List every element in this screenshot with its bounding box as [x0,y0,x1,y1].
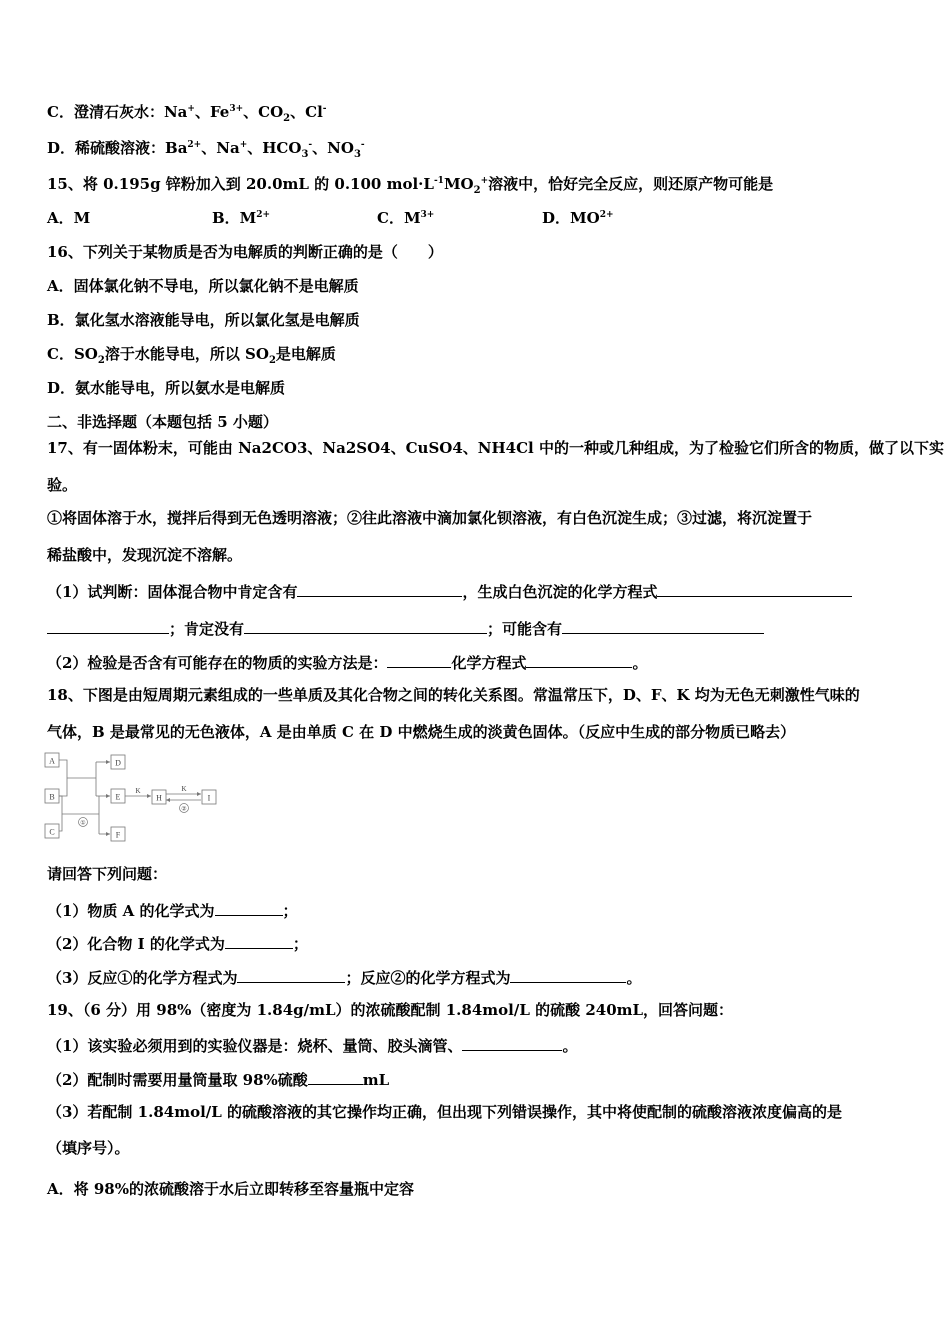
q15-option-d: D．$MO^{2+}$ [542,209,614,227]
q18-sub3: （3）反应①的化学方程式为 ；反应②的化学方程式为 。 [47,966,910,988]
q16-option-a: A．固体氯化钠不导电，所以氯化钠不是电解质 [47,277,359,295]
answer-blank[interactable] [215,899,283,916]
q19-sub3-line2: （填序号）。 [47,1139,130,1157]
q14-option-c: C．澄清石灰水：Na+、$Fe^{3+}$、$CO_2$、Cl- [47,103,327,124]
node-f: F [115,830,121,840]
answer-blank[interactable] [510,966,626,983]
q19-sub1: （1）该实验必须用到的实验仪器是：烧杯、量筒、胶头滴管、 。 [47,1034,910,1056]
node-h: H [156,793,162,803]
node-a: A [49,756,55,766]
reaction-2-marker: ② [181,806,187,813]
section-heading: 二、非选择题（本题包括 5 小题） [47,413,278,431]
conversion-diagram [44,750,224,842]
answer-blank[interactable] [462,1034,562,1051]
q19-sub2: （2）配制时需要用量筒量取 98%硫酸 mL [47,1068,910,1090]
answer-blank[interactable] [526,651,632,668]
q16-option-c: C．$SO_2$溶于水能导电，所以 $SO_2$是电解质 [47,345,336,366]
answer-blank[interactable] [657,580,852,597]
answer-blank[interactable] [387,651,451,668]
q17-experiment-line1: ①将固体溶于水，搅拌后得到无色透明溶液；②往此溶液中滴加氯化钡溶液，有白色沉淀生成；③过滤，将沉淀置于 [47,509,813,527]
q18-sub1: （1）物质 A 的化学式为 ； [47,899,910,921]
edge-label-k1: K [135,787,141,795]
node-d: D [115,758,121,768]
q19-option-a: A．将 98%的浓硫酸溶于水后立即转移至容量瓶中定容 [47,1180,414,1198]
q18-ask: 请回答下列问题： [47,865,168,883]
node-b: B [49,792,55,802]
q15-stem: 15、将 0.195g 锌粉加入到 20.0mL 的 0.100 $mol\cdot L^{-1}MO_2^+$溶液中，恰好完全反应，则还原产物可能是 [47,175,774,196]
answer-blank[interactable] [225,932,293,949]
answer-blank[interactable] [244,617,487,634]
q18-stem-line2: 气体，B 是最常见的无色液体，A 是由单质 C 在 D 中燃烧生成的淡黄色固体。（反应中生成的部分物质已略去） [47,723,796,741]
reaction-1-marker: ① [80,820,86,827]
q17-part2: （2）检验是否含有可能存在的物质的实验方法是： 化学方程式 。 [47,651,910,673]
q15-option-a: A．M [47,209,91,227]
q15-options [47,208,910,228]
q16-option-d: D．氨水能导电，所以氨水是电解质 [47,379,286,397]
answer-blank[interactable] [237,966,345,983]
q17-stem-line1: 17、有一固体粉末，可能由 Na2CO3、Na2SO4、CuSO4、NH4Cl 中的一种或几种组成，为了检验它们所含的物质，做了以下实 [47,439,944,457]
q19-stem: 19、（6 分）用 98%（密度为 1.84g/mL）的浓硫酸配制 1.84mol/L 的硫酸 240mL，回答问题： [47,1001,734,1019]
q16-option-b: B．氯化氢水溶液能导电，所以氯化氢是电解质 [47,311,360,329]
q17-stem-line2: 验。 [47,476,78,494]
q17-part1-line1: （1）试判断：固体混合物中肯定含有 ，生成白色沉淀的化学方程式 [47,580,910,602]
q16-stem: 16、下列关于某物质是否为电解质的判断正确的是（ ） [47,243,443,261]
q15-option-b: B．$M^{2+}$ [212,209,271,227]
q17-part1-line2: ；肯定没有 ；可能含有 [47,617,910,639]
node-i: I [207,793,211,803]
q15-option-c: C．$M^{3+}$ [377,209,435,227]
node-e: E [115,792,121,802]
answer-blank[interactable] [308,1068,363,1085]
q19-sub3-line1: （3）若配制 1.84mol/L 的硫酸溶液的其它操作均正确，但出现下列错误操作，其中将使配制的硫酸溶液浓度偏高的是 [47,1103,843,1121]
edge-label-k2: K [181,785,187,793]
answer-blank[interactable] [47,617,169,634]
q18-sub2: （2）化合物 I 的化学式为 ； [47,932,910,954]
q17-experiment-line2: 稀盐酸中，发现沉淀不溶解。 [47,546,243,564]
node-c: C [49,827,55,837]
q18-stem-line1: 18、下图是由短周期元素组成的一些单质及其化合物之间的转化关系图。常温常压下，D、F、K 均为无色无刺激性气味的 [47,686,860,704]
q14-option-d: D．稀硫酸溶液：$Ba^{2+}$、Na+、$HCO_3^-$、$NO_3^-$ [47,139,365,160]
answer-blank[interactable] [562,617,764,634]
answer-blank[interactable] [297,580,462,597]
